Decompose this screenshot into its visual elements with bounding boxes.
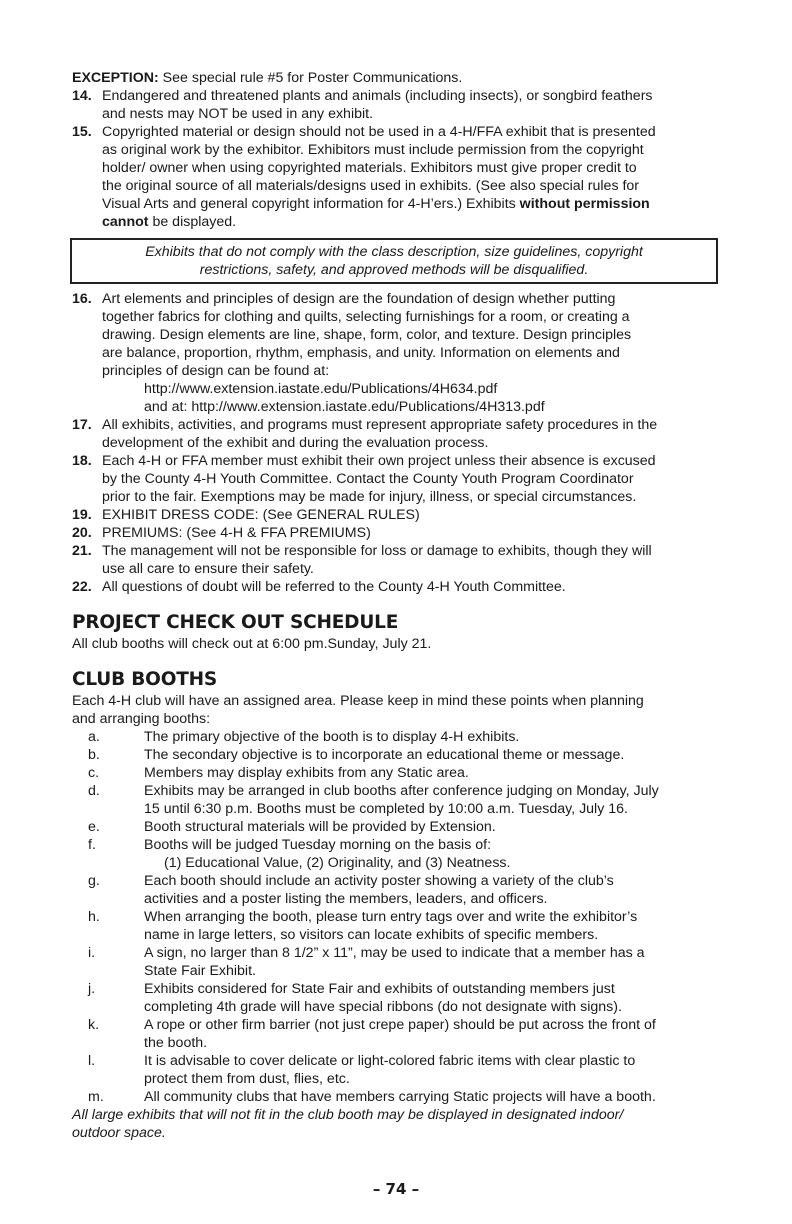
item-text: A rope or other firm barrier (not just crepe paper) should be put across the front of [144,1017,656,1033]
booth-item-i [72,944,722,980]
closing-note: All large exhibits that will not fit in the club booth may be displayed in designated indoor/ [72,1107,624,1123]
rule-16 [72,290,722,380]
club-booths-heading: CLUB BOOTHS [72,669,218,690]
booth-item-c [72,764,722,782]
rule-number: 21. [72,543,92,559]
item-text: Exhibits may be arranged in club booths after conference judging on Monday, July [144,783,659,799]
rule-15 [72,123,722,231]
booth-list [72,872,722,1106]
rule-number: 17. [72,417,92,433]
item-letter: m. [88,1089,104,1105]
rule-18 [72,452,722,506]
booths-intro: and arranging booths: [72,711,211,727]
rule-text: and nests may NOT be used in any exhibit. [102,106,374,122]
rule-text: Copyrighted material or design should not be used in a 4-H/FFA exhibit that is presented [102,124,656,140]
item-letter: g. [88,873,100,889]
item-text: The secondary objective is to incorporate an educational theme or message. [144,747,625,763]
rule-number: 14. [72,88,92,104]
notice-text: Exhibits that do not comply with the class description, size guidelines, copyright [145,244,643,260]
rule-17 [72,416,722,452]
rule-text: are balance, proportion, rhythm, emphasis, and unity. Information on elements and [102,345,620,361]
rule-22 [72,578,722,596]
rule-15-bold-permission: without permission [519,196,650,212]
rule-21 [72,542,722,578]
item-text: Booths will be judged Tuesday morning on the basis of: [144,837,492,853]
rule-number: 15. [72,124,92,140]
item-letter: f. [88,837,96,853]
booth-item-b [72,746,722,764]
rule-text: as original work by the exhibitor. Exhibitors must include permission from the copyright [102,142,644,158]
booth-item-f [72,836,722,854]
rule-number: 19. [72,507,92,523]
url-link-4h634[interactable]: http://www.extension.iastate.edu/Publications/4H634.pdf [144,381,498,397]
item-letter: i. [88,945,96,961]
booth-item-m [72,1088,722,1106]
rule-text: EXHIBIT DRESS CODE: (See GENERAL RULES) [102,507,420,523]
item-text: the booth. [144,1035,208,1051]
rule-text: drawing. Design elements are line, shape, form, color, and texture. Design principles [102,327,632,343]
rule-number: 22. [72,579,92,595]
item-text: name in large letters, so visitors can locate exhibits of specific members. [144,927,599,943]
item-text: The primary objective of the booth is to display 4-H exhibits. [144,729,520,745]
item-text: Booth structural materials will be provided by Extension. [144,819,496,835]
item-letter: l. [88,1053,96,1069]
booth-item-g [72,872,722,908]
rule-20 [72,524,722,542]
exception-label: EXCEPTION: [72,70,159,86]
item-text: A sign, no larger than 8 1/2” x 11”, may be used to indicate that a member has a [144,945,645,961]
checkout-text: All club booths will check out at 6:00 pm.Sunday, July 21. [72,636,432,652]
rule-text: Art elements and principles of design are the foundation of design whether putting [102,291,616,307]
disqualification-notice-box [70,238,718,284]
rule-text: together fabrics for clothing and quilts, selecting furnishings for a room, or creating a [102,309,630,325]
rule-text: Endangered and threatened plants and animals (including insects), or songbird feathers [102,88,653,104]
rule-number: 18. [72,453,92,469]
item-text: All community clubs that have members carrying Static projects will have a booth. [144,1089,656,1105]
rule-text: PREMIUMS: (See 4-H & FFA PREMIUMS) [102,525,371,541]
exception-line [72,69,722,87]
rule-number: 16. [72,291,92,307]
item-text: protect them from dust, flies, etc. [144,1071,350,1087]
rule-text [102,213,722,231]
booth-item-j [72,980,722,1016]
rule-text: The management will not be responsible for loss or damage to exhibits, though they will [102,543,652,559]
rule-15-tail-post: be displayed. [148,214,237,230]
item-letter: a. [88,729,100,745]
document-page [72,69,722,1142]
booth-item-a [72,728,722,746]
page-number: – 74 – [372,1180,420,1198]
rule-text: principles of design can be found at: [102,363,330,379]
rule-15-tail-pre: Visual Arts and general copyright information for 4-H’ers.) Exhibits [102,196,520,212]
booth-list [72,728,722,854]
item-text: When arranging the booth, please turn entry tags over and write the exhibitor’s [144,909,638,925]
item-letter: c. [88,765,100,781]
rule-text: Each 4-H or FFA member must exhibit their own project unless their absence is excused [102,453,656,469]
item-text: Each booth should include an activity poster showing a variety of the club’s [144,873,614,889]
booths-intro: Each 4-H club will have an assigned area. Please keep in mind these points when planning [72,693,644,709]
closing-note: outdoor space. [72,1125,166,1141]
item-letter: h. [88,909,100,925]
booth-item-e [72,818,722,836]
item-text: completing 4th grade will have special ribbons (do not designate with signs). [144,999,622,1015]
item-letter: d. [88,783,100,799]
item-text: It is advisable to cover delicate or light-colored fabric items with clear plastic to [144,1053,636,1069]
item-text: 15 until 6:30 p.m. Booths must be completed by 10:00 a.m. Tuesday, July 16. [144,801,628,817]
item-letter: j. [88,981,96,997]
rule-text [102,195,722,213]
rule-14 [72,87,722,123]
booth-item-k [72,1016,722,1052]
notice-text: restrictions, safety, and approved methods will be disqualified. [199,262,589,278]
rule-19 [72,506,722,524]
rule-text: the original source of all materials/designs used in exhibits. (See also special rules for [102,178,640,194]
rule-text: prior to the fair. Exemptions may be made for injury, illness, or special circumstances. [102,489,637,505]
booth-item-d [72,782,722,818]
item-text: State Fair Exhibit. [144,963,256,979]
rule-text: by the County 4-H Youth Committee. Contact the County Youth Program Coordinator [102,471,634,487]
rule-text: All questions of doubt will be referred to the County 4-H Youth Committee. [102,579,566,595]
exception-text: See special rule #5 for Poster Communications. [158,70,463,86]
item-letter: e. [88,819,100,835]
judging-criteria: (1) Educational Value, (2) Originality, and (3) Neatness. [164,855,511,871]
booth-item-l [72,1052,722,1088]
rule-text: All exhibits, activities, and programs must represent appropriate safety procedures in the [102,417,658,433]
rules-17-22 [72,416,722,596]
item-letter: b. [88,747,100,763]
url-link-4h313[interactable]: and at: http://www.extension.iastate.edu/Publications/4H313.pdf [144,399,545,415]
checkout-heading: PROJECT CHECK OUT SCHEDULE [72,612,399,633]
rule-number: 20. [72,525,92,541]
item-text: activities and a poster listing the members, leaders, and officers. [144,891,548,907]
booth-item-h [72,908,722,944]
item-text: Exhibits considered for State Fair and exhibits of outstanding members just [144,981,615,997]
item-text: Members may display exhibits from any Static area. [144,765,469,781]
rule-text: holder/ owner when using copyrighted materials. Exhibitors must give proper credit to [102,160,637,176]
rule-text: use all care to ensure their safety. [102,561,314,577]
rule-text: development of the exhibit and during the evaluation process. [102,435,489,451]
item-letter: k. [88,1017,100,1033]
rule-15-bold-cannot: cannot [102,214,149,230]
